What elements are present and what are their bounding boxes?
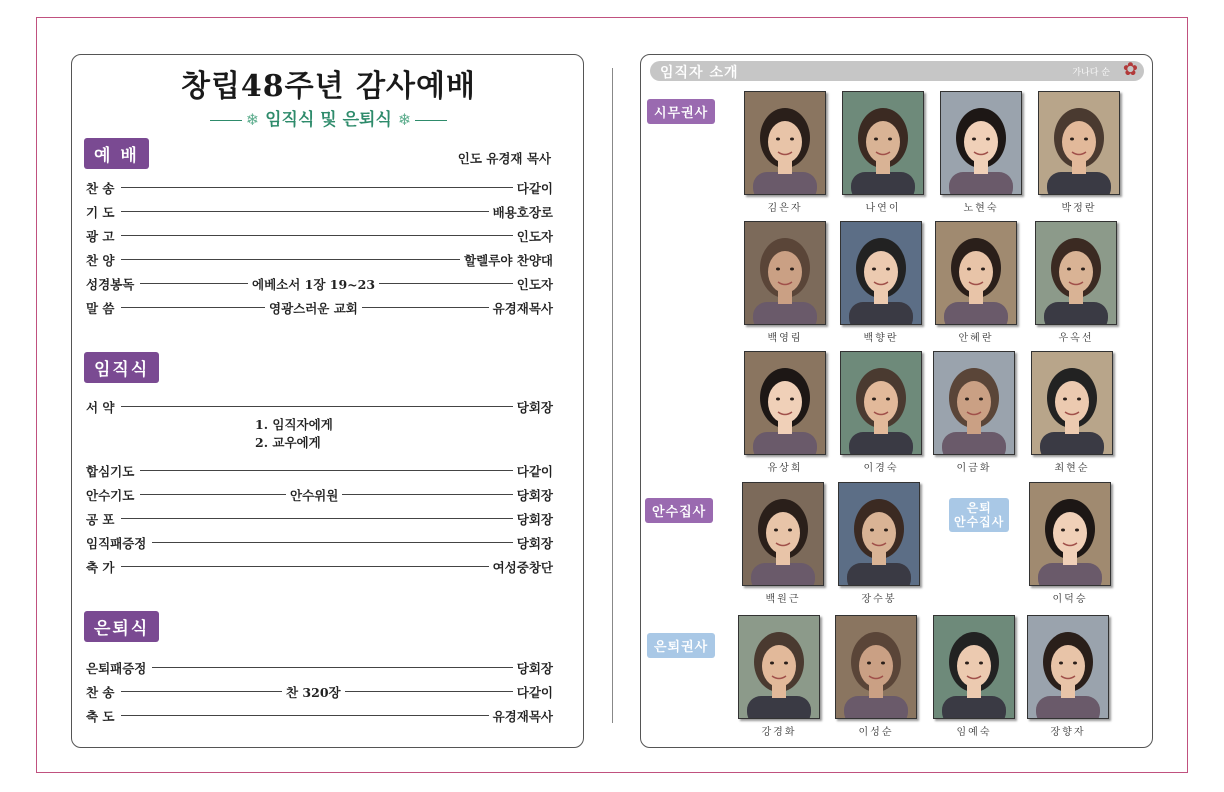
member-name: 나연이 <box>865 203 901 214</box>
leader-line <box>121 566 489 567</box>
order-label: 임직패증정 <box>86 536 147 551</box>
member-photo <box>940 91 1022 195</box>
leader-line <box>121 518 513 519</box>
order-label: 성경봉독 <box>86 277 135 292</box>
member-photo <box>742 482 824 586</box>
member-photo <box>935 221 1017 325</box>
order-responsible: 다같이 <box>516 181 553 196</box>
order-label: 찬 양 <box>86 253 115 268</box>
order-label: 광 고 <box>86 229 115 244</box>
order-responsible: 당회장 <box>516 661 553 676</box>
deaconess-badge: 시무권사 <box>647 99 715 124</box>
retired-deaconess-badge: 은퇴권사 <box>647 633 715 658</box>
order-detail: 안수위원 <box>286 486 342 504</box>
member-photo <box>1038 91 1120 195</box>
worship-officiant: 인도 유경재 목사 <box>457 151 551 166</box>
member-name: 이경숙 <box>863 463 899 474</box>
program-title: 창립48주년 감사예배 <box>180 69 477 104</box>
member-name: 강경화 <box>761 727 797 738</box>
intro-header <box>650 61 1144 81</box>
order-responsible: 유경재목사 <box>492 301 553 316</box>
order-row <box>86 558 553 576</box>
intro-panel <box>640 54 1153 748</box>
member-name: 노현숙 <box>963 203 999 214</box>
member-photo <box>744 221 826 325</box>
member-photo <box>842 91 924 195</box>
member-photo <box>933 615 1015 719</box>
flower-icon: ✿ <box>1122 59 1138 80</box>
leader-line <box>121 715 489 716</box>
member-photo <box>933 351 1015 455</box>
member-photo <box>1031 351 1113 455</box>
leader-line <box>121 187 513 188</box>
member-name: 유상희 <box>767 463 803 474</box>
member-name: 장향자 <box>1050 727 1086 738</box>
leader-line <box>152 667 513 668</box>
vows-list <box>255 416 333 452</box>
order-label: 합심기도 <box>86 464 135 479</box>
order-row <box>86 203 553 221</box>
order-row <box>86 534 553 552</box>
order-label: 공 포 <box>86 512 115 527</box>
order-responsible: 여성중창단 <box>492 560 553 575</box>
order-row <box>86 462 553 480</box>
order-responsible: 인도자 <box>516 277 553 292</box>
leader-line <box>140 470 513 471</box>
member-photo <box>738 615 820 719</box>
order-responsible: 다같이 <box>516 464 553 479</box>
order-row <box>86 251 553 269</box>
order-responsible: 인도자 <box>516 229 553 244</box>
member-photo <box>838 482 920 586</box>
snowflake-icon: ❄ <box>245 110 260 129</box>
ordained-deacon-badge: 안수집사 <box>645 498 713 523</box>
member-name: 장수봉 <box>861 594 897 605</box>
center-divider <box>612 68 613 723</box>
order-row <box>86 510 553 528</box>
program-subtitle <box>72 105 585 130</box>
order-detail: 영광스러운 교회 <box>265 299 362 317</box>
member-photo <box>840 221 922 325</box>
member-name: 이성순 <box>858 727 894 738</box>
leader-line <box>121 259 460 260</box>
order-row <box>86 659 553 677</box>
member-name: 안혜란 <box>958 333 994 344</box>
member-photo <box>840 351 922 455</box>
leader-line <box>121 406 513 407</box>
member-photo <box>744 351 826 455</box>
order-detail: 에베소서 1장 19~23 <box>248 275 379 293</box>
member-photo <box>1027 615 1109 719</box>
order-responsible: 다같이 <box>516 685 553 700</box>
order-label: 안수기도 <box>86 488 135 503</box>
leader-line <box>152 542 513 543</box>
ordination-heading: 임직식 <box>84 352 159 383</box>
order-row <box>86 486 553 504</box>
member-photo <box>744 91 826 195</box>
order-label: 축 도 <box>86 709 115 724</box>
member-name: 백원근 <box>765 594 801 605</box>
member-name: 백향란 <box>863 333 899 344</box>
snowflake-icon: ❄ <box>397 110 412 129</box>
order-label: 찬 송 <box>86 685 115 700</box>
order-responsible: 당회장 <box>516 512 553 527</box>
order-row <box>86 398 553 416</box>
worship-heading: 예 배 <box>84 138 149 169</box>
order-label: 기 도 <box>86 205 115 220</box>
vow-item: 2. 교우에게 <box>255 435 321 450</box>
retirement-heading: 은퇴식 <box>84 611 159 642</box>
member-name: 이덕승 <box>1052 594 1088 605</box>
order-label: 찬 송 <box>86 181 115 196</box>
order-label: 축 가 <box>86 560 115 575</box>
member-name: 이금화 <box>956 463 992 474</box>
member-name: 최현순 <box>1054 463 1090 474</box>
leader-line <box>121 211 489 212</box>
member-name: 박정란 <box>1061 203 1097 214</box>
member-name: 김은자 <box>767 203 803 214</box>
order-label: 말 씀 <box>86 301 115 316</box>
member-photo <box>1029 482 1111 586</box>
leader-line <box>121 235 513 236</box>
member-name: 임예숙 <box>956 727 992 738</box>
order-row <box>86 275 553 293</box>
order-responsible: 할렐루야 찬양대 <box>464 253 553 268</box>
order-row <box>86 299 553 317</box>
program-panel <box>71 54 584 748</box>
order-row <box>86 179 553 197</box>
member-photo <box>1035 221 1117 325</box>
vow-item: 1. 임직자에게 <box>255 417 333 432</box>
order-responsible: 당회장 <box>516 536 553 551</box>
member-name: 우옥선 <box>1058 333 1094 344</box>
order-detail: 찬 320장 <box>282 683 345 701</box>
order-label: 서 약 <box>86 400 115 415</box>
member-name: 백영림 <box>767 333 803 344</box>
member-photo <box>835 615 917 719</box>
order-responsible: 당회장 <box>516 488 553 503</box>
order-row <box>86 683 553 701</box>
order-responsible: 당회장 <box>516 400 553 415</box>
order-label: 은퇴패증정 <box>86 661 147 676</box>
program-subtitle-text: 임직식 및 은퇴식 <box>265 110 392 130</box>
order-responsible: 유경재목사 <box>492 709 553 724</box>
order-row <box>86 707 553 725</box>
intro-order-note: 가나다 순 <box>1072 68 1110 78</box>
order-responsible: 배용호장로 <box>492 205 553 220</box>
retired-deacon-badge: 은퇴 안수집사 <box>949 498 1009 532</box>
order-row <box>86 227 553 245</box>
intro-title: 임직자 소개 <box>660 65 739 81</box>
